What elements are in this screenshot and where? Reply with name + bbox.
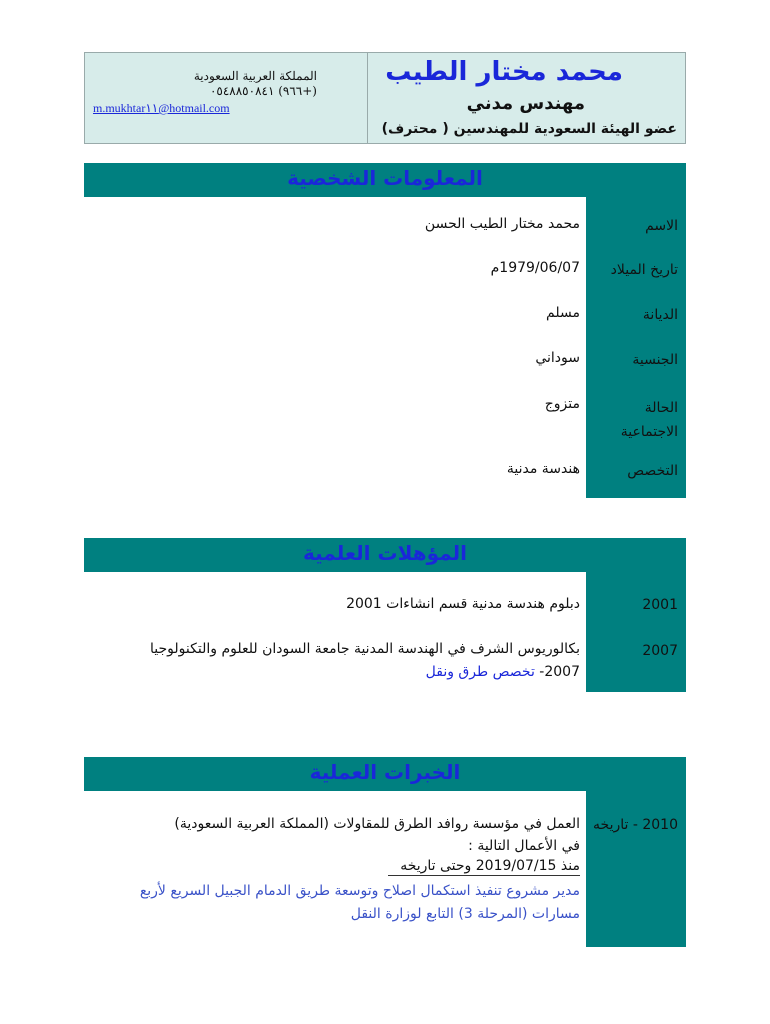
label-marital-status: الحالة الاجتماعية — [620, 400, 678, 440]
cv-header — [84, 52, 686, 144]
membership-line: عضو الهيئة السعودية للمهندسين ( محترف) — [381, 121, 677, 137]
qualification-2-year-prefix: 2007- — [534, 664, 580, 680]
experience-role-line-1: مدير مشروع تنفيذ استكمال اصلاح وتوسعة طريق الدمام الجبيل السريع لأربع — [139, 883, 580, 899]
personal-labels-column — [586, 197, 686, 498]
qualification-year-1: 2001 — [642, 597, 678, 613]
qualification-2-major: تخصص طرق ونقل — [425, 664, 535, 680]
value-nationality: سوداني — [535, 350, 580, 366]
value-specialization: هندسة مدنية — [506, 461, 580, 477]
label-specialization: التخصص — [627, 463, 678, 479]
label-birthdate: تاريخ الميلاد — [610, 262, 678, 278]
contact-country: المملكة العربية السعودية — [193, 69, 317, 83]
value-marital-status: متزوج — [544, 396, 580, 412]
experience-role-line-2: مسارات (المرحلة 3) التابع لوزارة النقل — [350, 906, 580, 922]
value-birthdate: 1979/06/07م — [490, 260, 580, 276]
contact-block — [85, 53, 369, 143]
experience-period-column — [586, 791, 686, 947]
contact-phone: (+٩٦٦) ٠٥٤٨٨٥٠٨٤١ — [209, 84, 317, 98]
experience-bar — [84, 757, 686, 791]
experience-title: الخبرات العملية — [309, 760, 461, 784]
qualifications-years-column — [586, 572, 686, 692]
job-title: مهندس مدني — [466, 93, 585, 114]
value-name: محمد مختار الطيب الحسن — [424, 216, 580, 232]
label-religion: الديانة — [642, 307, 678, 323]
label-name: الاسم — [645, 218, 678, 234]
contact-email-link[interactable]: m.mukhtar١١@hotmail.com — [93, 101, 230, 115]
value-religion: مسلم — [546, 305, 580, 321]
person-name: محمد مختار الطيب — [385, 57, 623, 87]
qualification-1: دبلوم هندسة مدنية قسم انشاءات 2001 — [346, 596, 580, 612]
experience-line-1: العمل في مؤسسة روافد الطرق للمقاولات (المملكة العربية السعودية) — [174, 816, 580, 832]
personal-info-title: المعلومات الشخصية — [287, 166, 483, 190]
name-block — [367, 53, 685, 143]
qualifications-bar — [84, 538, 686, 572]
personal-info-bar — [84, 163, 686, 197]
qualifications-title: المؤهلات العلمية — [303, 541, 467, 565]
experience-period: 2010 - تاريخه — [593, 817, 678, 833]
qualification-2-line1: بكالوريوس الشرف في الهندسة المدنية جامعة السودان للعلوم والتكنولوجيا — [150, 641, 580, 657]
experience-line-2: في الأعمال التالية : — [468, 838, 580, 854]
qualification-year-2: 2007 — [642, 643, 678, 659]
qualification-2-line2 — [426, 664, 580, 680]
experience-since: منذ 2019/07/15 وحتى تاريخه — [388, 858, 580, 876]
label-nationality: الجنسية — [632, 352, 678, 368]
